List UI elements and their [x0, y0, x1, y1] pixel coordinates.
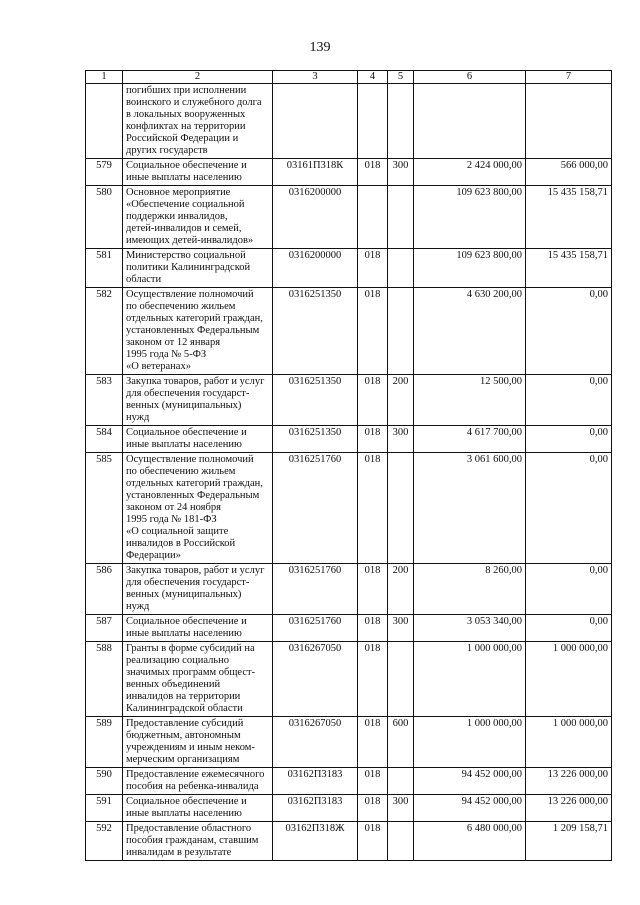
amount-col-7: 0,00 [526, 453, 612, 564]
amount-col-6: 1 000 000,00 [414, 642, 526, 717]
expense-type-code: 300 [388, 795, 414, 822]
amount-col-7: 0,00 [526, 426, 612, 453]
amount-col-6: 4 617 700,00 [414, 426, 526, 453]
expense-name [123, 426, 273, 453]
table-header-row [86, 71, 612, 84]
target-article-code: 0316251760 [273, 453, 358, 564]
row-number: 584 [86, 426, 123, 453]
department-code: 018 [358, 426, 388, 453]
target-article-code: 0316251760 [273, 564, 358, 615]
expense-name-line: по обеспечению жильем [126, 466, 236, 477]
expense-name-line: имеющих детей-инвалидов» [126, 235, 254, 246]
expense-name-line: нужд [126, 412, 150, 423]
table-row [86, 186, 612, 249]
expense-name [123, 642, 273, 717]
expense-name-line: пособия гражданам, ставшим [126, 835, 259, 846]
expense-name-line: Социальное обеспечение и [126, 616, 247, 627]
expense-type-code [388, 453, 414, 564]
expense-name-line: Гранты в форме субсидий на [126, 643, 255, 654]
expense-name-line: Калининградской области [126, 703, 243, 714]
expense-name [123, 453, 273, 564]
table-row [86, 159, 612, 186]
expense-name-line: иные выплаты населению [126, 628, 242, 639]
expense-name-line: венных объединений [126, 679, 221, 690]
expense-type-code [388, 288, 414, 375]
expense-name-line: значимых программ общест- [126, 667, 256, 678]
budget-table [85, 70, 612, 861]
department-code [358, 84, 388, 159]
expense-type-code: 200 [388, 564, 414, 615]
expense-name-line: Осуществление полномочий [126, 454, 254, 465]
expense-name-line: погибших при исполнении [126, 85, 247, 96]
expense-name-line: Закупка товаров, работ и услуг [126, 376, 265, 387]
expense-name [123, 717, 273, 768]
row-number: 581 [86, 249, 123, 288]
page-number: 139 [309, 40, 331, 55]
table-row [86, 717, 612, 768]
header-col-7: 7 [526, 71, 612, 84]
expense-name-line: Социальное обеспечение и [126, 427, 247, 438]
expense-name-line: нужд [126, 601, 150, 612]
table-row [86, 795, 612, 822]
row-number: 585 [86, 453, 123, 564]
department-code: 018 [358, 795, 388, 822]
expense-name-line: инвалидов в Российской [126, 538, 236, 549]
row-number: 591 [86, 795, 123, 822]
target-article-code: 0316267050 [273, 642, 358, 717]
expense-name-line: отдельных категорий граждан, [126, 478, 263, 489]
expense-name-line: области [126, 274, 162, 285]
department-code: 018 [358, 453, 388, 564]
amount-col-7 [526, 84, 612, 159]
expense-name-line: Социальное обеспечение и [126, 796, 247, 807]
table-body [86, 84, 612, 861]
amount-col-7: 1 000 000,00 [526, 717, 612, 768]
amount-col-6: 109 623 800,00 [414, 249, 526, 288]
expense-type-code: 300 [388, 159, 414, 186]
department-code: 018 [358, 615, 388, 642]
target-article-code: 0316251760 [273, 615, 358, 642]
amount-col-6: 8 260,00 [414, 564, 526, 615]
amount-col-6: 2 424 000,00 [414, 159, 526, 186]
expense-name-line: бюджетным, автономным [126, 730, 241, 741]
table-row [86, 615, 612, 642]
row-number: 579 [86, 159, 123, 186]
expense-name-line: Предоставление областного [126, 823, 252, 834]
expense-name [123, 795, 273, 822]
amount-col-6: 6 480 000,00 [414, 822, 526, 861]
expense-name-line: по обеспечению жильем [126, 301, 236, 312]
amount-col-7: 1 209 158,71 [526, 822, 612, 861]
header-col-2: 2 [123, 71, 273, 84]
expense-name-line: Предоставление ежемесячного [126, 769, 265, 780]
amount-col-7: 0,00 [526, 564, 612, 615]
table-row [86, 768, 612, 795]
expense-type-code [388, 768, 414, 795]
expense-name [123, 375, 273, 426]
expense-name [123, 84, 273, 159]
target-article-code: 0316267050 [273, 717, 358, 768]
target-article-code: 0316200000 [273, 186, 358, 249]
amount-col-7: 13 226 000,00 [526, 795, 612, 822]
expense-name-line: политики Калининградской [126, 262, 251, 273]
table-row [86, 375, 612, 426]
expense-name-line: «О ветеранах» [126, 361, 191, 372]
department-code: 018 [358, 642, 388, 717]
expense-name-line: «О социальной защите [126, 526, 229, 537]
department-code: 018 [358, 288, 388, 375]
expense-type-code [388, 84, 414, 159]
expense-name-line: для обеспечения государст- [126, 577, 250, 588]
expense-name-line: отдельных категорий граждан, [126, 313, 263, 324]
expense-name-line: инвалидам в результате [126, 847, 232, 858]
table-row [86, 453, 612, 564]
expense-name-line: Федерации» [126, 550, 181, 561]
expense-name-line: иные выплаты населению [126, 808, 242, 819]
expense-name [123, 159, 273, 186]
expense-name-line: Предоставление субсидий [126, 718, 244, 729]
row-number: 582 [86, 288, 123, 375]
target-article-code [273, 84, 358, 159]
expense-name-line: инвалидов на территории [126, 691, 241, 702]
table-row [86, 84, 612, 159]
department-code: 018 [358, 717, 388, 768]
expense-type-code [388, 822, 414, 861]
expense-name-line: учреждениям и иным неком- [126, 742, 255, 753]
amount-col-6: 4 630 200,00 [414, 288, 526, 375]
amount-col-6: 94 452 000,00 [414, 795, 526, 822]
expense-name-line: конфликтах на территории [126, 121, 246, 132]
amount-col-6: 3 061 600,00 [414, 453, 526, 564]
target-article-code: 03162П3183 [273, 795, 358, 822]
expense-name-line: реализацию социально [126, 655, 229, 666]
expense-type-code: 300 [388, 426, 414, 453]
amount-col-7: 13 226 000,00 [526, 768, 612, 795]
table-row [86, 426, 612, 453]
expense-name-line: венных (муниципальных) [126, 589, 242, 600]
target-article-code: 0316200000 [273, 249, 358, 288]
department-code: 018 [358, 768, 388, 795]
header-col-5: 5 [388, 71, 414, 84]
amount-col-7: 0,00 [526, 288, 612, 375]
expense-name-line: законом от 24 ноября [126, 502, 221, 513]
header-col-4: 4 [358, 71, 388, 84]
amount-col-7: 566 000,00 [526, 159, 612, 186]
row-number: 588 [86, 642, 123, 717]
department-code: 018 [358, 249, 388, 288]
row-number: 580 [86, 186, 123, 249]
expense-name-line: 1995 года № 181-ФЗ [126, 514, 217, 525]
row-number: 590 [86, 768, 123, 795]
expense-name-line: поддержки инвалидов, [126, 211, 228, 222]
expense-name-line: Осуществление полномочий [126, 289, 254, 300]
expense-type-code [388, 642, 414, 717]
amount-col-7: 15 435 158,71 [526, 249, 612, 288]
row-number: 589 [86, 717, 123, 768]
table-row [86, 288, 612, 375]
expense-name-line: 1995 года № 5-ФЗ [126, 349, 207, 360]
header-col-1: 1 [86, 71, 123, 84]
expense-name [123, 822, 273, 861]
department-code [358, 186, 388, 249]
expense-name-line: Социальное обеспечение и [126, 160, 247, 171]
department-code: 018 [358, 822, 388, 861]
amount-col-6: 12 500,00 [414, 375, 526, 426]
row-number: 592 [86, 822, 123, 861]
target-article-code: 0316251350 [273, 426, 358, 453]
expense-name-line: для обеспечения государст- [126, 388, 250, 399]
expense-name-line: законом от 12 января [126, 337, 221, 348]
expense-name-line: иные выплаты населению [126, 172, 242, 183]
table-row [86, 642, 612, 717]
expense-name [123, 288, 273, 375]
expense-name [123, 615, 273, 642]
row-number: 586 [86, 564, 123, 615]
expense-type-code: 600 [388, 717, 414, 768]
amount-col-6 [414, 84, 526, 159]
table-row [86, 249, 612, 288]
expense-name-line: установленных Федеральным [126, 325, 260, 336]
amount-col-7: 0,00 [526, 375, 612, 426]
expense-type-code: 300 [388, 615, 414, 642]
target-article-code: 03161П318К [273, 159, 358, 186]
target-article-code: 03162П3183 [273, 768, 358, 795]
expense-name-line: «Обеспечение социальной [126, 199, 245, 210]
expense-name [123, 249, 273, 288]
expense-name-line: воинского и служебного долга [126, 97, 262, 108]
expense-name-line: пособия на ребенка-инвалида [126, 781, 259, 792]
amount-col-6: 94 452 000,00 [414, 768, 526, 795]
expense-name [123, 564, 273, 615]
expense-name-line: Основное мероприятие [126, 187, 231, 198]
target-article-code: 0316251350 [273, 288, 358, 375]
row-number: 583 [86, 375, 123, 426]
expense-name-line: Министерство социальной [126, 250, 246, 261]
amount-col-7: 15 435 158,71 [526, 186, 612, 249]
expense-type-code: 200 [388, 375, 414, 426]
amount-col-7: 0,00 [526, 615, 612, 642]
expense-type-code [388, 186, 414, 249]
expense-name-line: в локальных вооруженных [126, 109, 246, 120]
row-number: 587 [86, 615, 123, 642]
amount-col-6: 3 053 340,00 [414, 615, 526, 642]
expense-name-line: Российской Федерации и [126, 133, 239, 144]
expense-name [123, 186, 273, 249]
expense-name [123, 768, 273, 795]
expense-name-line: мерческим организациям [126, 754, 240, 765]
header-col-6: 6 [414, 71, 526, 84]
amount-col-6: 109 623 800,00 [414, 186, 526, 249]
department-code: 018 [358, 564, 388, 615]
target-article-code: 0316251350 [273, 375, 358, 426]
department-code: 018 [358, 375, 388, 426]
row-number [86, 84, 123, 159]
amount-col-6: 1 000 000,00 [414, 717, 526, 768]
amount-col-7: 1 000 000,00 [526, 642, 612, 717]
expense-name-line: других государств [126, 145, 208, 156]
department-code: 018 [358, 159, 388, 186]
target-article-code: 03162П318Ж [273, 822, 358, 861]
expense-name-line: установленных Федеральным [126, 490, 260, 501]
expense-name-line: иные выплаты населению [126, 439, 242, 450]
table-row [86, 822, 612, 861]
expense-name-line: детей-инвалидов и семей, [126, 223, 242, 234]
header-col-3: 3 [273, 71, 358, 84]
expense-name-line: Закупка товаров, работ и услуг [126, 565, 265, 576]
expense-type-code [388, 249, 414, 288]
table-row [86, 564, 612, 615]
expense-name-line: венных (муниципальных) [126, 400, 242, 411]
